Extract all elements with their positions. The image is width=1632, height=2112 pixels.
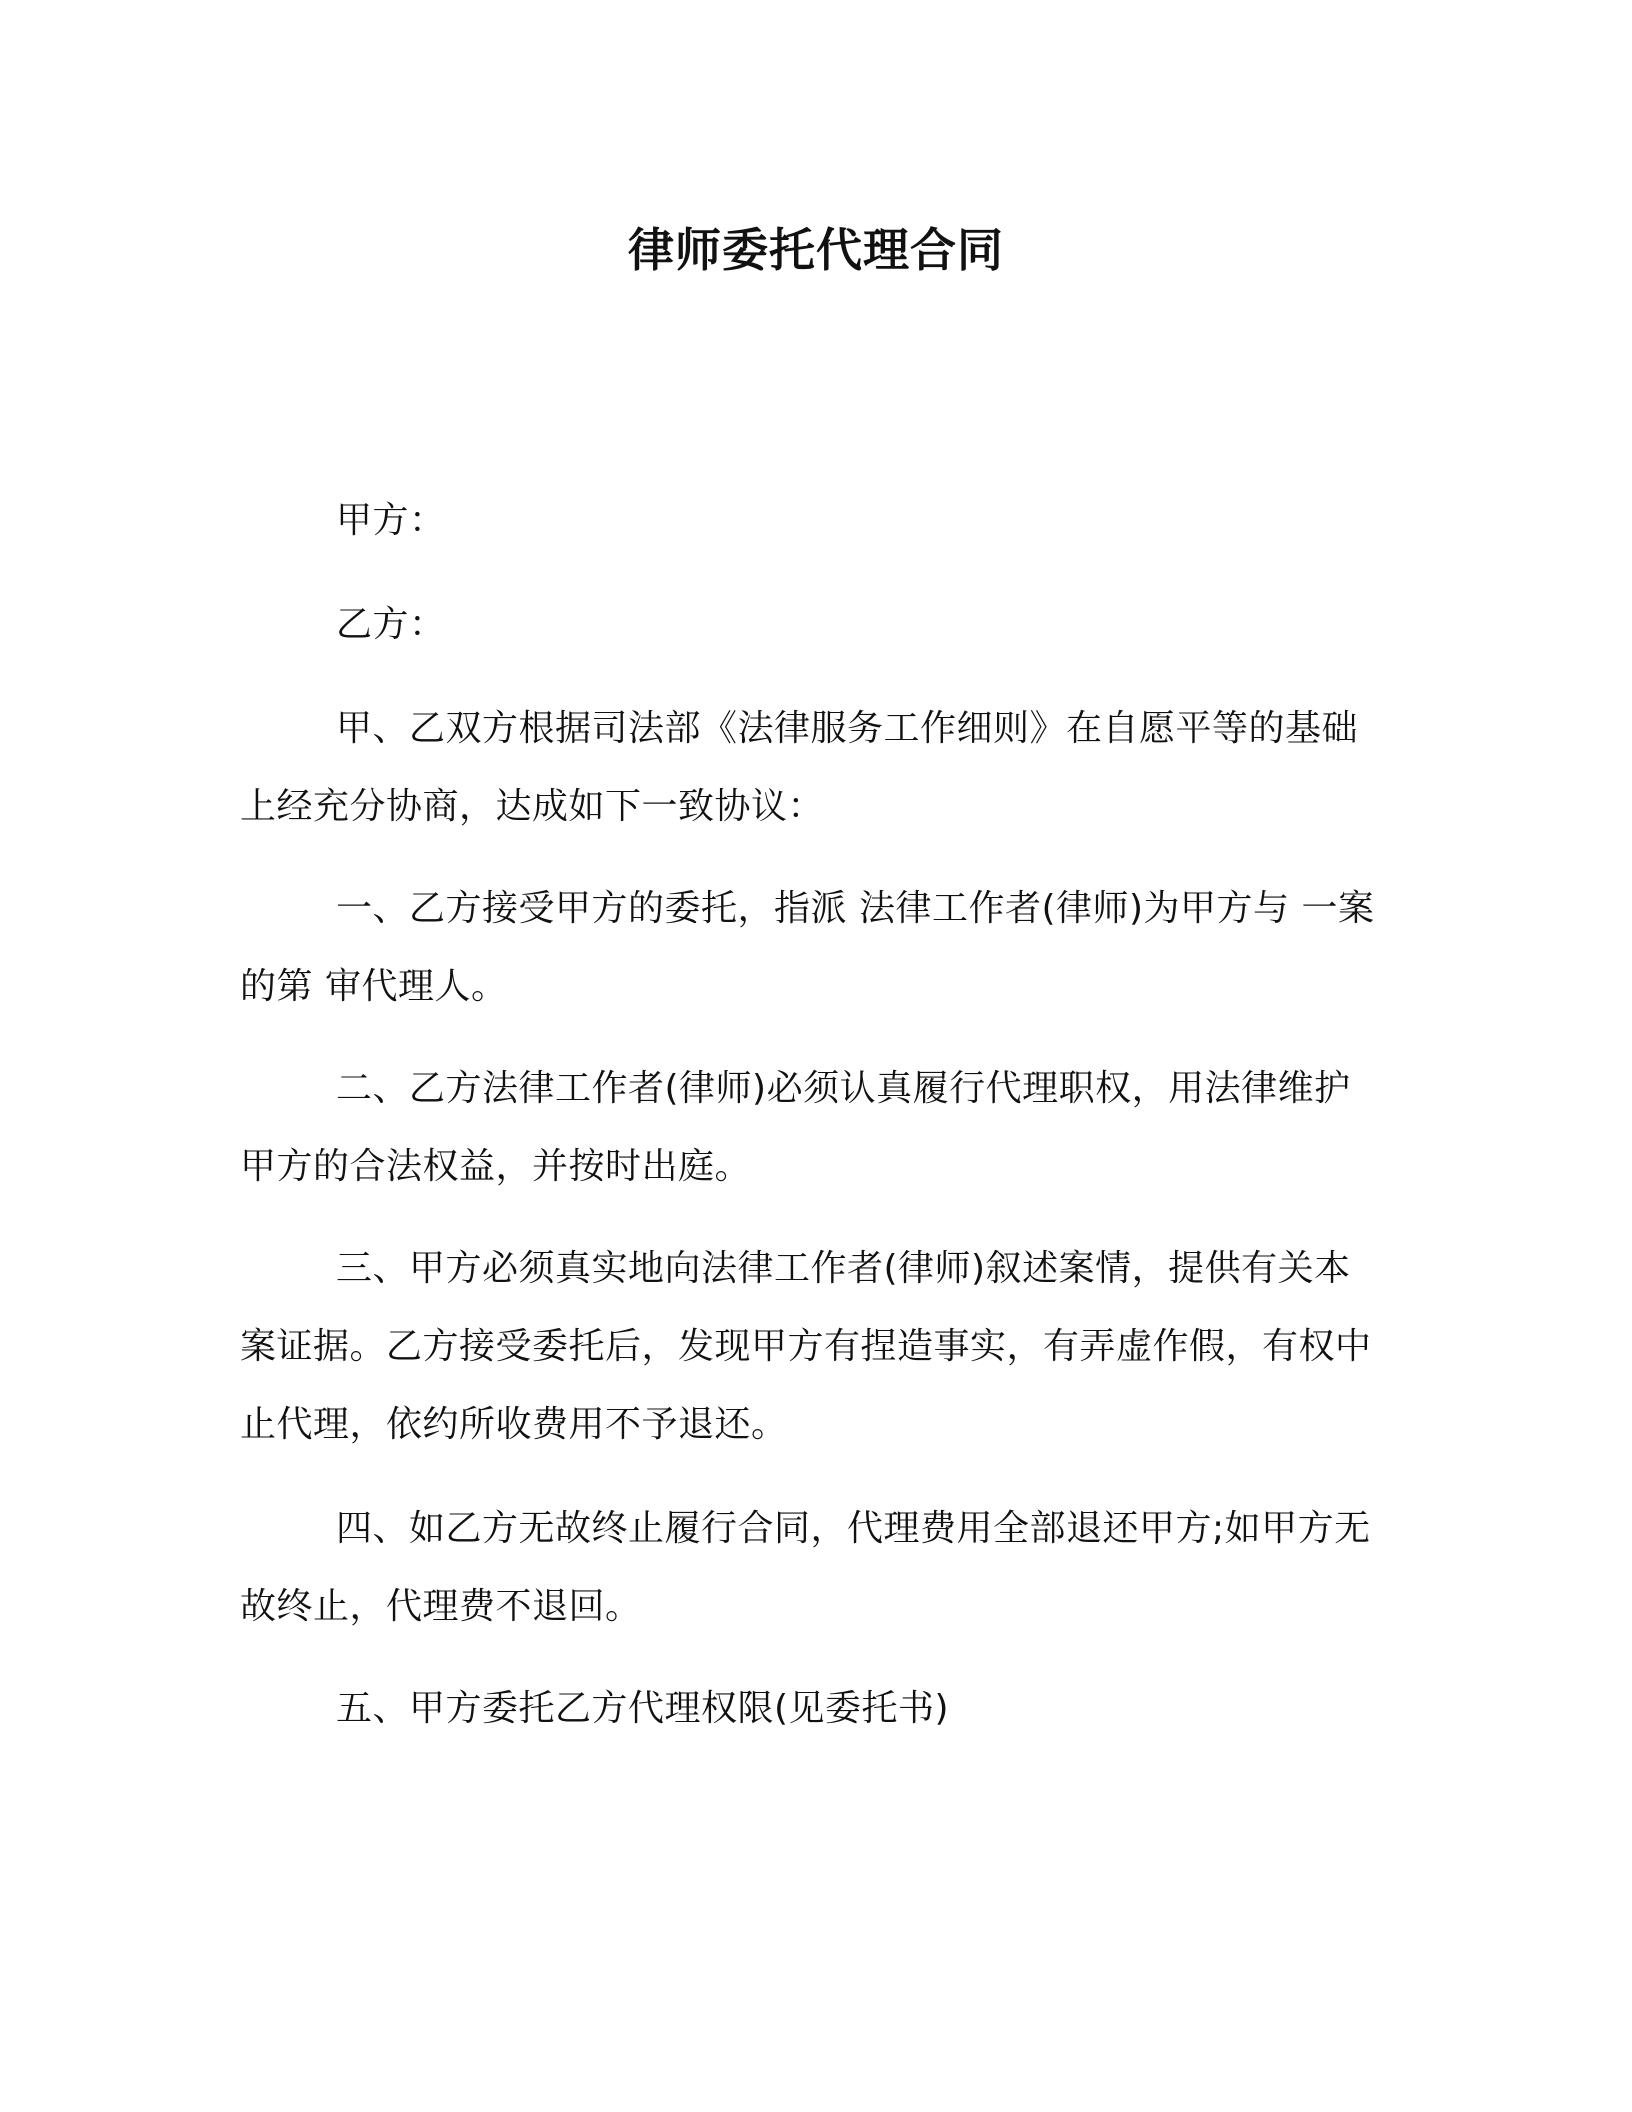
party-b-line: 乙方： bbox=[336, 604, 446, 645]
document-title: 律师委托代理合同 bbox=[628, 223, 1004, 277]
party-a-line: 甲方： bbox=[336, 500, 446, 541]
clause-1: 一、乙方接受甲方的委托，指派 法律工作者(律师)为甲方与 一案的第 审代理人。 bbox=[240, 888, 1375, 1007]
clause-5: 五、甲方委托乙方代理权限(见委托书) bbox=[336, 1688, 950, 1729]
clause-3: 三、甲方必须真实地向法律工作者(律师)叙述案情，提供有关本案证据。乙方接受委托后，发现甲方有捏造事实，有弄虚作假，有权中止代理，依约所收费用不予退还。 bbox=[240, 1248, 1372, 1445]
clause-2: 二、乙方法律工作者(律师)必须认真履行代理职权，用法律维护甲方的合法权益，并按时出庭。 bbox=[240, 1068, 1351, 1187]
clause-4: 四、如乙方无故终止履行合同，代理费用全部退还甲方;如甲方无故终止，代理费不退回。 bbox=[240, 1508, 1371, 1627]
intro-paragraph: 甲、乙双方根据司法部《法律服务工作细则》在自愿平等的基础上经充分协商，达成如下一致协议： bbox=[240, 708, 1359, 827]
